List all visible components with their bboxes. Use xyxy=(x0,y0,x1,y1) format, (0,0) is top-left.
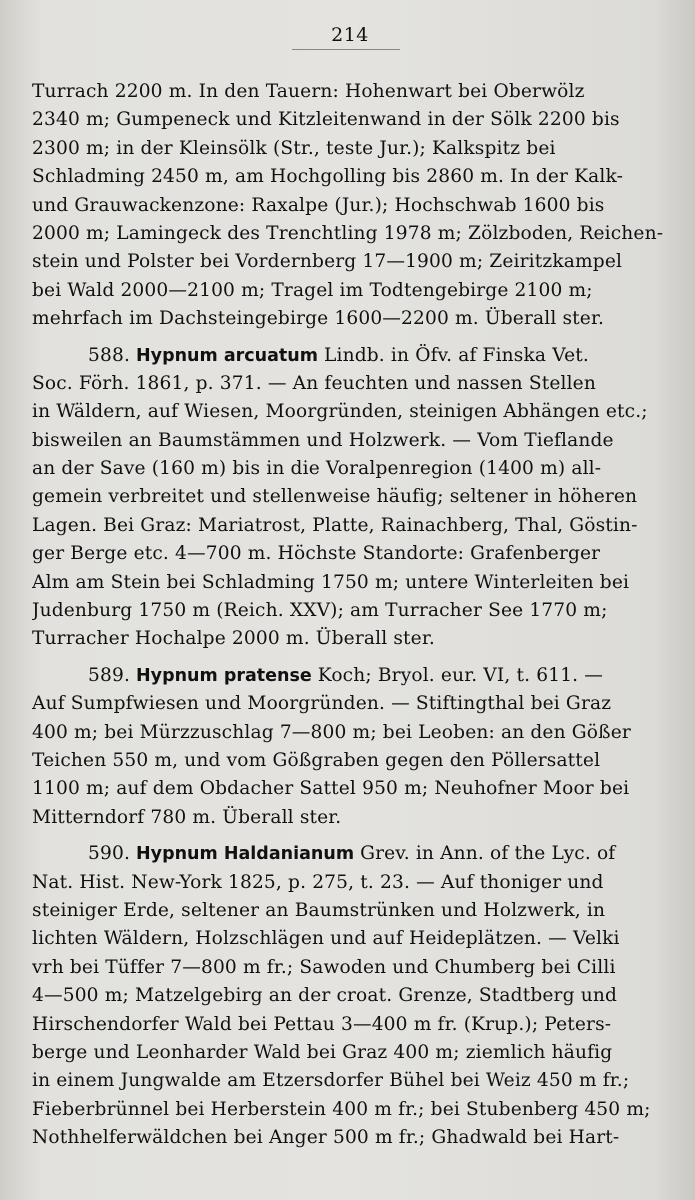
text-line: 2000 m; Lamingeck des Trenchtling 1978 m; Zölzboden, Reichen- xyxy=(32,222,664,244)
text-line: Lagen. Bei Graz: Mariatrost, Platte, Rainachberg, Thal, Göstin- xyxy=(32,514,638,536)
intro-paragraph xyxy=(32,78,668,334)
text-line: und Grauwackenzone: Raxalpe (Jur.); Hochschwab 1600 bis xyxy=(32,194,605,216)
text-line: bisweilen an Baumstämmen und Holzwerk. — Vom Tieflande xyxy=(32,429,614,451)
entry-number: 588. xyxy=(88,344,131,366)
entry-heading-line xyxy=(32,840,668,868)
text-line: Turrach 2200 m. In den Tauern: Hohenwart bei Oberwölz xyxy=(32,81,585,102)
paragraph-gap xyxy=(32,654,668,662)
text-line: 2300 m; in der Kleinsölk (Str., teste Jur.); Kalkspitz bei xyxy=(32,137,556,159)
book-page xyxy=(32,0,668,1200)
species-name: Hypnum pratense xyxy=(136,665,312,686)
text-line: bei Wald 2000—2100 m; Tragel im Todtengebirge 2100 m; xyxy=(32,279,593,301)
species-name: Hypnum arcuatum xyxy=(136,345,318,366)
text-line: Fieberbrünnel bei Herberstein 400 m fr.; bei Stubenberg 450 m; xyxy=(32,1098,651,1120)
text-line: Schladming 2450 m, am Hochgolling bis 2860 m. In der Kalk- xyxy=(32,166,624,188)
text-line: Alm am Stein bei Schladming 1750 m; untere Winterleiten bei xyxy=(32,571,630,593)
entry-citation: Lindb. in Öfv. af Finska Vet. xyxy=(323,344,589,366)
text-line: ger Berge etc. 4—700 m. Höchste Standorte: Grafenberger xyxy=(32,543,601,565)
page-number: 214 xyxy=(331,24,369,46)
text-line: 400 m; bei Mürzzuschlag 7—800 m; bei Leoben: an den Gößer xyxy=(32,721,631,743)
text-line: Mitterndorf 780 m. Überall ster. xyxy=(32,806,342,828)
entry-number: 589. xyxy=(88,664,131,686)
text-line: vrh bei Tüffer 7—800 m fr.; Sawoden und Chumberg bei Cilli xyxy=(32,956,616,978)
text-line: steiniger Erde, seltener an Baumstrünken und Holzwerk, in xyxy=(32,899,606,921)
text-line: an der Save (160 m) bis in die Voralpenregion (1400 m) all- xyxy=(32,458,602,480)
text-line: mehrfach im Dachsteingebirge 1600—2200 m. Überall ster. xyxy=(32,308,605,330)
entry-citation: Koch; Bryol. eur. VI, t. 611. — xyxy=(317,664,604,686)
paragraph-gap xyxy=(32,832,668,840)
text-line: 1100 m; auf dem Obdacher Sattel 950 m; Neuhofner Moor bei xyxy=(32,778,630,800)
entry-590 xyxy=(32,840,668,1152)
entry-heading-line xyxy=(32,662,668,690)
text-line: in Wäldern, auf Wiesen, Moorgründen, steinigen Abhängen etc.; xyxy=(32,401,648,423)
entry-number: 590. xyxy=(88,843,131,865)
paragraph-gap xyxy=(32,334,668,342)
text-line: Hirschendorfer Wald bei Pettau 3—400 m fr. (Krup.); Peters- xyxy=(32,1013,612,1035)
species-name: Hypnum Haldanianum xyxy=(136,844,355,865)
text-line: 4—500 m; Matzelgebirg an der croat. Grenze, Stadtberg und xyxy=(32,985,618,1007)
text-line: in einem Jungwalde am Etzersdorfer Bühel bei Weiz 450 m fr.; xyxy=(32,1070,630,1092)
entry-588 xyxy=(32,342,668,654)
text-line: berge und Leonharder Wald bei Graz 400 m; ziemlich häufig xyxy=(32,1041,613,1063)
entry-citation: Grev. in Ann. of the Lyc. of xyxy=(360,843,616,865)
text-line: Turracher Hochalpe 2000 m. Überall ster. xyxy=(32,628,435,650)
text-line: Judenburg 1750 m (Reich. XXV); am Turracher See 1770 m; xyxy=(32,600,608,622)
text-line: 2340 m; Gumpeneck und Kitzleitenwand in der Sölk 2200 bis xyxy=(32,109,620,131)
text-line: Nat. Hist. New-York 1825, p. 275, t. 23. — Auf thoniger und xyxy=(32,871,604,893)
text-line: Teichen 550 m, und vom Gößgraben gegen den Pöllersattel xyxy=(32,749,601,771)
text-line: Nothhelferwäldchen bei Anger 500 m fr.; Ghadwald bei Hart- xyxy=(32,1127,620,1149)
page-body xyxy=(32,78,668,1152)
header-rule xyxy=(292,49,400,50)
text-line: stein und Polster bei Vordernberg 17—1900 m; Zeiritzkampel xyxy=(32,251,623,273)
text-line: Auf Sumpfwiesen und Moorgründen. — Stiftingthal bei Graz xyxy=(32,693,612,715)
text-line: Soc. Förh. 1861, p. 371. — An feuchten und nassen Stellen xyxy=(32,372,596,394)
entry-heading-line xyxy=(32,342,668,370)
text-line: lichten Wäldern, Holzschlägen und auf Heideplätzen. — Velki xyxy=(32,928,620,950)
entry-589 xyxy=(32,662,668,832)
text-line: gemein verbreitet und stellenweise häufig; seltener in höheren xyxy=(32,486,638,508)
